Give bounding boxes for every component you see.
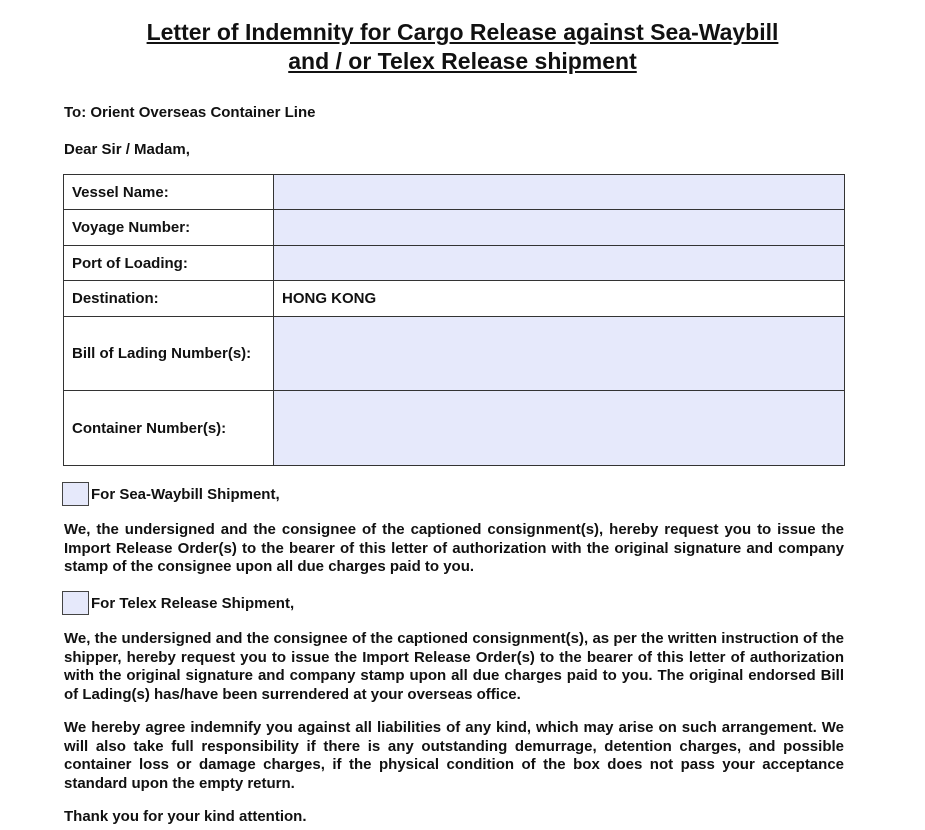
voyage-number-label: Voyage Number: (64, 210, 274, 246)
destination-field[interactable]: HONG KONG (274, 281, 845, 317)
container-numbers-label: Container Number(s): (64, 391, 274, 466)
port-of-loading-row (64, 246, 845, 281)
destination-label: Destination: (64, 281, 274, 317)
voyage-number-row (64, 210, 845, 246)
sea-waybill-option (62, 482, 280, 506)
telex-release-checkbox[interactable] (62, 591, 89, 615)
container-numbers-row (64, 391, 845, 466)
container-numbers-field[interactable] (274, 391, 845, 466)
telex-release-option (62, 591, 294, 615)
port-of-loading-field[interactable] (274, 246, 845, 281)
sea-waybill-label: For Sea-Waybill Shipment, (91, 485, 280, 503)
vessel-name-label: Vessel Name: (64, 175, 274, 210)
port-of-loading-label: Port of Loading: (64, 246, 274, 281)
vessel-name-field[interactable] (274, 175, 845, 210)
sea-waybill-checkbox[interactable] (62, 482, 89, 506)
salutation: Dear Sir / Madam, (64, 141, 190, 158)
recipient-line: To: Orient Overseas Container Line (64, 104, 316, 121)
voyage-number-field[interactable] (274, 210, 845, 246)
document-title-line1: Letter of Indemnity for Cargo Release against Sea-Waybill (146, 19, 779, 45)
bill-of-lading-field[interactable] (274, 317, 845, 391)
bill-of-lading-label: Bill of Lading Number(s): (64, 317, 274, 391)
telex-release-paragraph: We, the undersigned and the consignee of the captioned consignment(s), as per the written instruction of the shipper, hereby request you to issue the Import Release Order(s) to the bearer of this letter of authorization with the original signature and company stamp upon all due charges paid to you. The original endorsed Bill of Lading(s) has/have been surrendered at your overseas office. (64, 630, 844, 703)
indemnity-paragraph: We hereby agree indemnify you against all liabilities of any kind, which may arise on such arrangement. We will also take full responsibility if there is any outstanding demurrage, detention charges, and possible container loss or damage charges, if the physical condition of the box does not pass your acceptance standard upon the empty return. (64, 719, 844, 792)
closing-line: Thank you for your kind attention. (64, 808, 307, 825)
destination-row (64, 281, 845, 317)
vessel-name-row (64, 175, 845, 210)
sea-waybill-paragraph: We, the undersigned and the consignee of the captioned consignment(s), hereby request you to issue the Import Release Order(s) to the bearer of this letter of authorization with the original signature and company stamp of the consignee upon all due charges paid to you. (64, 521, 844, 575)
document-title-line2: and / or Telex Release shipment (288, 48, 637, 74)
telex-release-label: For Telex Release Shipment, (91, 594, 295, 612)
bill-of-lading-row (64, 317, 845, 391)
shipment-details-table (63, 174, 845, 466)
